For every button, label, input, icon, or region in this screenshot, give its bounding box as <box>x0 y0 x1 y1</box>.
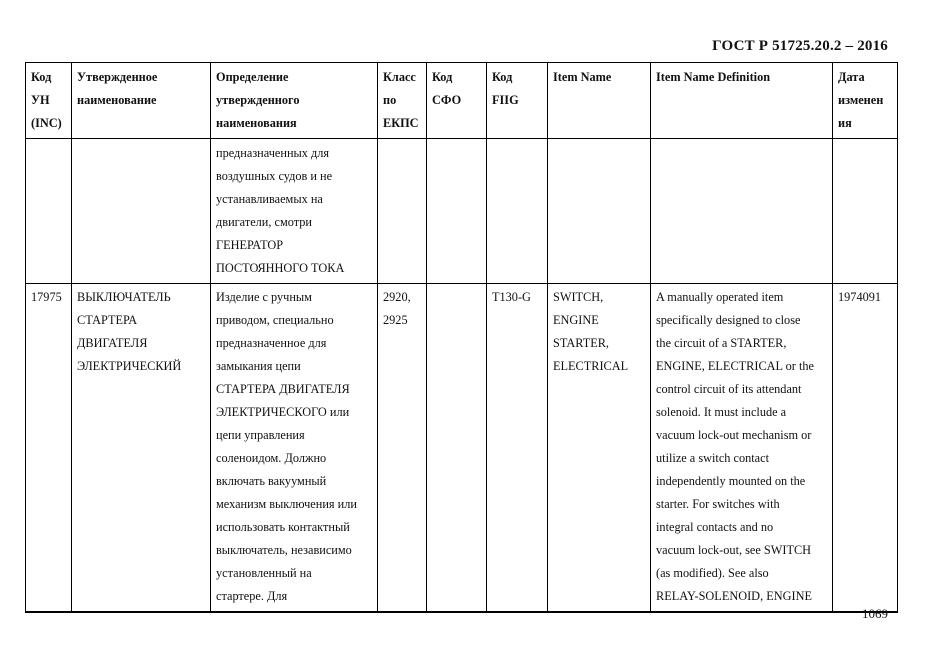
cell-line: integral contacts and no <box>656 520 774 534</box>
cell-line: 2925 <box>383 313 408 327</box>
header-line: наименование <box>77 93 157 107</box>
cell-line: стартере. Для <box>216 589 288 603</box>
header-line: Item Name <box>553 70 612 84</box>
cell-line: ELECTRICAL <box>553 359 629 373</box>
header-change-date <box>833 63 898 139</box>
cell-fiig-code: T130-G <box>487 284 548 613</box>
cell-item-name <box>548 284 651 613</box>
cell-line: solenoid. It must include a <box>656 405 787 419</box>
cell-line: SWITCH, <box>553 290 604 304</box>
cell-line: предназначенных для <box>216 146 330 160</box>
header-line: ия <box>838 116 852 130</box>
cell-approved-name <box>72 284 211 613</box>
document-standard-code: ГОСТ Р 51725.20.2 – 2016 <box>712 38 888 54</box>
header-sfo-code <box>427 63 487 139</box>
cell-line: предназначенное для <box>216 336 327 350</box>
cell-fiig-code <box>487 139 548 284</box>
header-fiig-code <box>487 63 548 139</box>
cell-line: устанавливаемых на <box>216 192 323 206</box>
cell-line: Изделие с ручным <box>216 290 312 304</box>
header-definition <box>211 63 378 139</box>
cell-item-name-definition <box>651 139 833 284</box>
header-line: Код <box>492 70 513 84</box>
cell-line: RELAY-SOLENOID, ENGINE <box>656 589 812 603</box>
cell-line: ГЕНЕРАТОР <box>216 238 284 252</box>
header-inc <box>26 63 72 139</box>
cell-line: ENGINE <box>553 313 599 327</box>
cell-line: выключатель, независимо <box>216 543 352 557</box>
header-line: Код <box>432 70 453 84</box>
cell-line: ДВИГАТЕЛЯ <box>77 336 148 350</box>
header-ekps-class <box>378 63 427 139</box>
cell-line: цепи управления <box>216 428 305 442</box>
cell-line: vacuum lock-out, see SWITCH <box>656 543 812 557</box>
cell-line: utilize a switch contact <box>656 451 770 465</box>
header-approved-name <box>72 63 211 139</box>
nomenclature-table <box>25 62 898 613</box>
header-line: Класс <box>383 70 416 84</box>
cell-change-date: 1974091 <box>833 284 898 613</box>
cell-line: 2920, <box>383 290 411 304</box>
header-line: СФО <box>432 93 462 107</box>
cell-line: specifically designed to close <box>656 313 801 327</box>
cell-approved-name <box>72 139 211 284</box>
cell-line: ПОСТОЯННОГО ТОКА <box>216 261 345 275</box>
cell-line: соленоидом. Должно <box>216 451 327 465</box>
cell-change-date <box>833 139 898 284</box>
cell-sfo-code <box>427 139 487 284</box>
table-header-row <box>26 63 898 139</box>
cell-line: A manually operated item <box>656 290 784 304</box>
header-line: Код <box>31 70 52 84</box>
cell-line: ЭЛЕКТРИЧЕСКИЙ <box>77 359 182 373</box>
table-row <box>26 139 898 284</box>
cell-line: СТАРТЕРА ДВИГАТЕЛЯ <box>216 382 350 396</box>
header-item-name-definition <box>651 63 833 139</box>
header-line: Дата <box>838 70 865 84</box>
cell-line: установленный на <box>216 566 312 580</box>
header-line: (INC) <box>31 116 62 130</box>
cell-line: замыкания цепи <box>216 359 301 373</box>
cell-line: ENGINE, ELECTRICAL or the <box>656 359 815 373</box>
cell-line: ВЫКЛЮЧАТЕЛЬ <box>77 290 171 304</box>
page-number: 1069 <box>862 606 888 621</box>
cell-item-name <box>548 139 651 284</box>
table-row <box>26 284 898 613</box>
cell-definition <box>211 139 378 284</box>
cell-item-name-definition <box>651 284 833 613</box>
cell-line: приводом, специально <box>216 313 334 327</box>
cell-line: воздушных судов и не <box>216 169 333 183</box>
header-item-name <box>548 63 651 139</box>
cell-line: включать вакуумный <box>216 474 327 488</box>
cell-sfo-code <box>427 284 487 613</box>
header-line: утвержденного <box>216 93 300 107</box>
cell-ekps-class <box>378 139 427 284</box>
header-line: УН <box>31 93 50 107</box>
header-line: ЕКПС <box>383 116 419 130</box>
header-line: по <box>383 93 397 107</box>
cell-definition <box>211 284 378 613</box>
header-line: Item Name Definition <box>656 70 771 84</box>
header-line: наименования <box>216 116 297 130</box>
cell-ekps-class <box>378 284 427 613</box>
cell-line: independently mounted on the <box>656 474 806 488</box>
cell-line: (as modified). See also <box>656 566 769 580</box>
cell-line: STARTER, <box>553 336 610 350</box>
header-line: изменен <box>838 93 884 107</box>
cell-line: двигатели, смотри <box>216 215 313 229</box>
cell-line: control circuit of its attendant <box>656 382 802 396</box>
cell-line: механизм выключения или <box>216 497 357 511</box>
cell-line: starter. For switches with <box>656 497 780 511</box>
cell-line: vacuum lock-out mechanism or <box>656 428 812 442</box>
cell-line: the circuit of a STARTER, <box>656 336 787 350</box>
cell-inc: 17975 <box>26 284 72 613</box>
header-line: FIIG <box>492 93 519 107</box>
cell-line: использовать контактный <box>216 520 350 534</box>
cell-line: СТАРТЕРА <box>77 313 138 327</box>
header-line: Определение <box>216 70 289 84</box>
cell-line: ЭЛЕКТРИЧЕСКОГО или <box>216 405 350 419</box>
header-line: Утвержденное <box>77 70 158 84</box>
cell-inc <box>26 139 72 284</box>
